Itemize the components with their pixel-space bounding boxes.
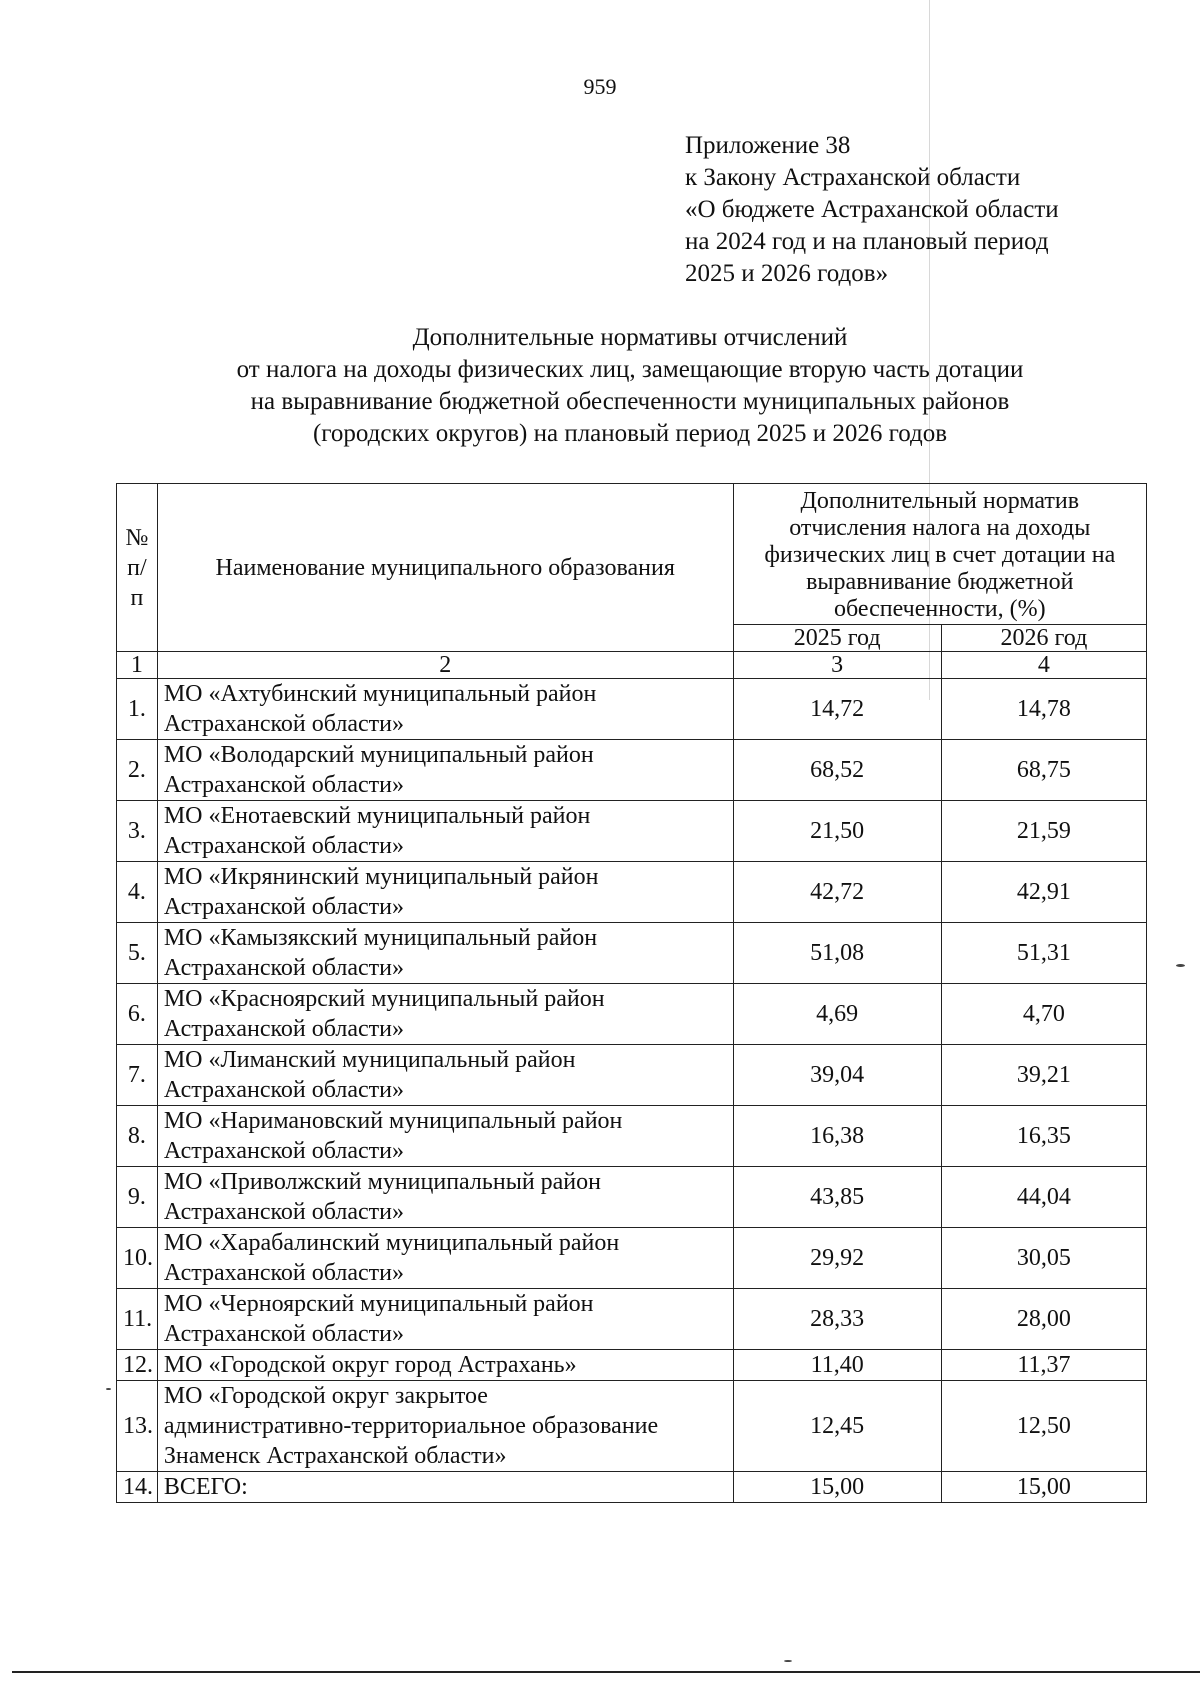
table-row (117, 1045, 1147, 1106)
name-line: Астраханской области» (163, 772, 404, 798)
row-number: 14. (117, 1472, 158, 1503)
value-2026: 51,31 (941, 923, 1146, 984)
table-row (117, 984, 1147, 1045)
total-2025: 15,00 (733, 1472, 941, 1503)
row-number: 13. (117, 1381, 158, 1472)
annex-line: Приложение 38 (685, 132, 851, 159)
table-row (117, 1289, 1147, 1350)
total-label: ВСЕГО: (157, 1472, 733, 1503)
table-row (117, 1228, 1147, 1289)
municipality-name (157, 1228, 733, 1289)
annex-line: на 2024 год и на плановый период (685, 228, 1049, 255)
header-name: Наименование муниципального образования (157, 484, 733, 652)
name-line: МО «Приволжский муниципальный район (163, 1169, 601, 1195)
column-index-row (117, 652, 1147, 679)
value-2025: 11,40 (733, 1350, 941, 1381)
name-line: Астраханской области» (163, 1321, 404, 1347)
municipality-name (157, 1167, 733, 1228)
value-2025: 39,04 (733, 1045, 941, 1106)
column-index: 4 (941, 652, 1146, 679)
value-2026: 21,59 (941, 801, 1146, 862)
name-line: Астраханской области» (163, 1077, 404, 1103)
value-2025: 21,50 (733, 801, 941, 862)
row-number: 5. (117, 923, 158, 984)
table-row (117, 679, 1147, 740)
row-number: 2. (117, 740, 158, 801)
name-line: административно-территориальное образование (163, 1413, 659, 1439)
table-row (117, 862, 1147, 923)
column-index: 1 (117, 652, 158, 679)
row-number: 9. (117, 1167, 158, 1228)
name-line: МО «Наримановский муниципальный район (163, 1108, 623, 1134)
header-year-2026: 2026 год (941, 625, 1146, 652)
value-2026: 28,00 (941, 1289, 1146, 1350)
municipality-name (157, 1381, 733, 1472)
municipality-name (157, 1106, 733, 1167)
name-line: Астраханской области» (163, 711, 404, 737)
value-2025: 4,69 (733, 984, 941, 1045)
annex-line: к Закону Астраханской области (685, 164, 1021, 191)
row-number: 7. (117, 1045, 158, 1106)
table-row (117, 1167, 1147, 1228)
name-line: МО «Володарский муниципальный район (163, 742, 594, 768)
name-line: МО «Красноярский муниципальный район (163, 986, 605, 1012)
page-number: 959 (583, 74, 617, 99)
name-line: МО «Икрянинский муниципальный район (163, 864, 599, 890)
table-row (117, 801, 1147, 862)
name-line: Астраханской области» (163, 955, 404, 981)
row-number: 3. (117, 801, 158, 862)
municipality-name (157, 1045, 733, 1106)
column-index: 2 (157, 652, 733, 679)
name-line: Астраханской области» (163, 1260, 404, 1286)
name-line: Астраханской области» (163, 1016, 404, 1042)
total-row (117, 1472, 1147, 1503)
name-line: МО «Харабалинский муниципальный район (163, 1230, 620, 1256)
municipality-name (157, 1289, 733, 1350)
name-line: МО «Черноярский муниципальный район (163, 1291, 594, 1317)
row-number: 8. (117, 1106, 158, 1167)
value-2025: 68,52 (733, 740, 941, 801)
norms-table (116, 483, 1147, 1503)
header-year-2025: 2025 год (733, 625, 941, 652)
name-line: Астраханской области» (163, 1199, 404, 1225)
value-2026: 30,05 (941, 1228, 1146, 1289)
title-line: на выравнивание бюджетной обеспеченности муниципальных районов (250, 388, 1010, 415)
municipality-name (157, 923, 733, 984)
value-2026: 39,21 (941, 1045, 1146, 1106)
value-2025: 43,85 (733, 1167, 941, 1228)
value-2025: 42,72 (733, 862, 941, 923)
municipality-name (157, 740, 733, 801)
table-row (117, 740, 1147, 801)
value-2026: 42,91 (941, 862, 1146, 923)
name-line: Астраханской области» (163, 894, 404, 920)
row-number: 1. (117, 679, 158, 740)
name-line: МО «Камызякский муниципальный район (163, 925, 598, 951)
table-row (117, 1106, 1147, 1167)
title-line: от налога на доходы физических лиц, замещающие вторую часть дотации (236, 356, 1024, 383)
row-number: 12. (117, 1350, 158, 1381)
value-2026: 44,04 (941, 1167, 1146, 1228)
value-2026: 14,78 (941, 679, 1146, 740)
value-2026: 68,75 (941, 740, 1146, 801)
name-line: МО «Ахтубинский муниципальный район (163, 681, 597, 707)
value-2025: 14,72 (733, 679, 941, 740)
value-2026: 16,35 (941, 1106, 1146, 1167)
bottom-border-line (12, 1671, 1200, 1673)
document-title (0, 322, 1200, 450)
header-norm: Дополнительный норматив отчисления налога на доходы физических лиц в счет дотации на выравнивание бюджетной обеспеченности, (%) (733, 484, 1146, 625)
title-line: Дополнительные нормативы отчислений (412, 324, 848, 351)
table-row (117, 1381, 1147, 1472)
scan-speck (106, 1388, 111, 1390)
name-line: Астраханской области» (163, 833, 404, 859)
value-2026: 11,37 (941, 1350, 1146, 1381)
header-num: № п/п (117, 484, 158, 652)
table-row (117, 1350, 1147, 1381)
value-2026: 12,50 (941, 1381, 1146, 1472)
value-2025: 51,08 (733, 923, 941, 984)
name-line: МО «Енотаевский муниципальный район (163, 803, 591, 829)
municipality-name (157, 984, 733, 1045)
municipality-name: МО «Городской округ город Астрахань» (157, 1350, 733, 1381)
annex-line: 2025 и 2026 годов» (685, 260, 889, 287)
row-number: 11. (117, 1289, 158, 1350)
value-2025: 29,92 (733, 1228, 941, 1289)
name-line: Астраханской области» (163, 1138, 404, 1164)
annex-block (685, 130, 1059, 290)
name-line: Знаменск Астраханской области» (163, 1443, 507, 1469)
header-row (117, 484, 1147, 625)
total-2026: 15,00 (941, 1472, 1146, 1503)
municipality-name (157, 801, 733, 862)
value-2025: 28,33 (733, 1289, 941, 1350)
name-line: МО «Лиманский муниципальный район (163, 1047, 576, 1073)
scan-speck (784, 1660, 792, 1662)
column-index: 3 (733, 652, 941, 679)
scan-speck (1176, 964, 1185, 967)
value-2025: 16,38 (733, 1106, 941, 1167)
row-number: 4. (117, 862, 158, 923)
annex-line: «О бюджете Астраханской области (685, 196, 1059, 223)
table-row (117, 923, 1147, 984)
name-line: МО «Городской округ закрытое (163, 1383, 488, 1409)
row-number: 6. (117, 984, 158, 1045)
value-2025: 12,45 (733, 1381, 941, 1472)
value-2026: 4,70 (941, 984, 1146, 1045)
municipality-name (157, 862, 733, 923)
title-line: (городских округов) на плановый период 2025 и 2026 годов (312, 420, 948, 447)
municipality-name (157, 679, 733, 740)
row-number: 10. (117, 1228, 158, 1289)
